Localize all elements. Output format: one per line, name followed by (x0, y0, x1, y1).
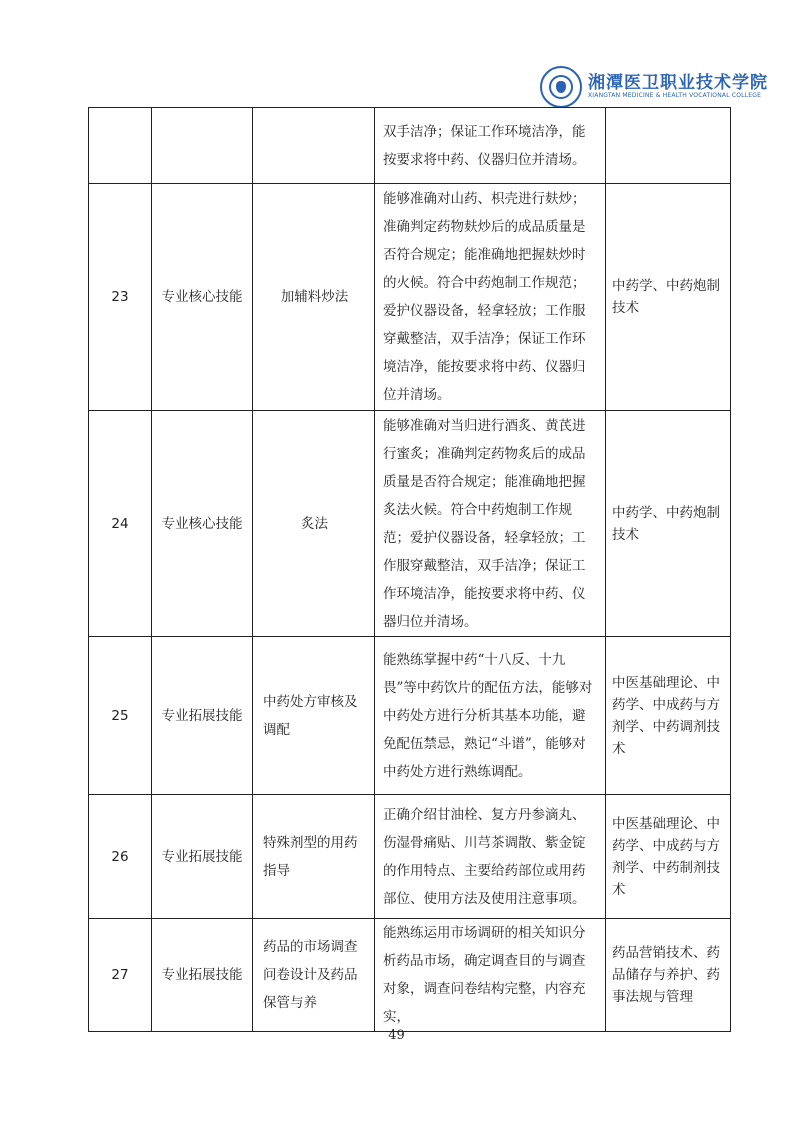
skill-type: 专业核心技能 (152, 184, 253, 411)
school-emblem-icon (540, 66, 582, 108)
row-number: 26 (89, 795, 152, 919)
table-row (89, 411, 731, 637)
skill-type: 专业拓展技能 (152, 919, 253, 1032)
row-number: 24 (89, 411, 152, 637)
school-name: 湘潭医卫职业技术学院 (588, 73, 768, 93)
skill-description: 能够准确对当归进行酒炙、黄芪进行蜜炙；准确判定药物炙后的成品质量是否符合规定；能准确地把握炙法火候。符合中药炮制工作规范；爱护仪器设备，轻拿轻放；工作服穿戴整洁，双手洁净；保证工作环境洁净，能按要求将中药、仪器归位并清场。 (375, 411, 606, 637)
related-courses: 中医基础理论、中药学、中成药与方剂学、中药调剂技术 (606, 637, 731, 795)
skill-description: 双手洁净；保证工作环境洁净，能按要求将中药、仪器归位并清场。 (375, 108, 606, 184)
table-row (89, 795, 731, 919)
school-logo (540, 66, 768, 110)
skill-description: 能熟练掌握中药“十八反、十九畏”等中药饮片的配伍方法，能够对中药处方进行分析其基本功能，避免配伍禁忌，熟记“斗谱”，能够对中药处方进行熟练调配。 (375, 637, 606, 795)
skill-name: 加辅料炒法 (253, 184, 375, 411)
related-courses: 药品营销技术、药品储存与养护、药事法规与管理 (606, 919, 731, 1032)
table-row (89, 919, 731, 1032)
skill-description: 能够准确对山药、枳壳进行麸炒；准确判定药物麸炒后的成品质量是否符合规定；能准确地把握麸炒时的火候。符合中药炮制工作规范；爱护仪器设备，轻拿轻放；工作服穿戴整洁，双手洁净；保证工作环境洁净，能按要求将中药、仪器归位并清场。 (375, 184, 606, 411)
row-number: 27 (89, 919, 152, 1032)
school-name-en: XIANGTAN MEDICINE & HEALTH VOCATIONAL COLLEGE (588, 92, 762, 99)
table-row (89, 184, 731, 411)
related-courses: 中医基础理论、中药学、中成药与方剂学、中药制剂技术 (606, 795, 731, 919)
skill-description: 正确介绍甘油栓、复方丹参滴丸、伤湿骨痛贴、川芎茶调散、紫金锭的作用特点、主要给药部位或用药部位、使用方法及使用注意事项。 (375, 795, 606, 919)
skill-name: 药品的市场调查问卷设计及药品保管与养 (253, 919, 375, 1032)
skill-type: 专业核心技能 (152, 411, 253, 637)
row-number: 23 (89, 184, 152, 411)
table-row (89, 637, 731, 795)
skill-type: 专业拓展技能 (152, 795, 253, 919)
skill-name: 特殊剂型的用药指导 (253, 795, 375, 919)
skill-name: 中药处方审核及调配 (253, 637, 375, 795)
skill-type: 专业拓展技能 (152, 637, 253, 795)
skill-name (253, 108, 375, 184)
table-row (89, 108, 731, 184)
related-courses: 中药学、中药炮制技术 (606, 411, 731, 637)
row-number: 25 (89, 637, 152, 795)
page-number: 49 (388, 1028, 405, 1043)
skill-name: 炙法 (253, 411, 375, 637)
skills-table (88, 107, 731, 1032)
skill-description: 能熟练运用市场调研的相关知识分析药品市场，确定调查目的与调查对象，调查问卷结构完整，内容充实， (375, 919, 606, 1032)
row-number (89, 108, 152, 184)
skill-type (152, 108, 253, 184)
related-courses: 中药学、中药炮制技术 (606, 184, 731, 411)
related-courses (606, 108, 731, 184)
